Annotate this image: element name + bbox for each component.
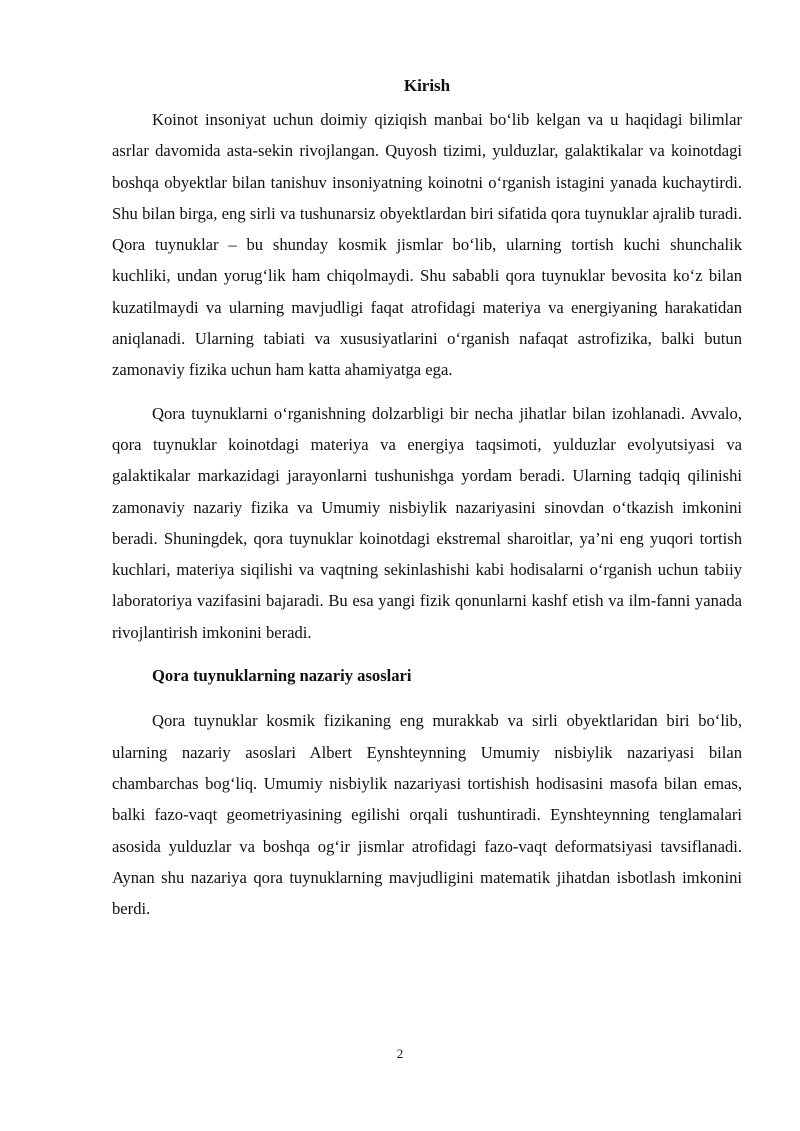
section-title: Kirish	[403, 76, 451, 95]
paragraph-intro-2: Qora tuynuklarni o‘rganishning dolzarbligi bir necha jihatlar bilan izohlanadi. Avvalo, qora tuynuklar koinotdagi materiya va energiya taqsimoti, yulduzlar evolyutsiyasi va galaktikalar markazidagi jarayonlarni tushunishga yordam beradi. Ularning tadqiq qilinishi zamonaviy nazariy fizika va Umumiy nisbiylik nazariyasini sinovdan o‘tkazish imkonini beradi. Shuningdek, qora tuynuklar koinotdagi ekstremal sharoitlar, ya’ni eng yuqori tortish kuchlari, materiya siqilishi va vaqtning sekinlashishi kabi hodisalarni o‘rganish uchun tabiiy laboratoriya vazifasini bajaradi. Bu esa yangi fizik qonunlarni kashf etish va ilm-fanni yanada rivojlantirish imkonini beradi.	[112, 403, 742, 642]
subsection-heading: Qora tuynuklarning nazariy asoslari	[152, 666, 412, 686]
page-number: 2	[396, 1046, 404, 1061]
paragraph-intro-1: Koinot insoniyat uchun doimiy qiziqish manbai bo‘lib kelgan va u haqidagi bilimlar asrlar davomida asta-sekin rivojlangan. Quyosh tizimi, yulduzlar, galaktikalar va koinotdagi boshqa obyektlar bilan tanishuv insoniyatning koinotni o‘rganish istagini yanada kuchaytirdi. Shu bilan birga, eng sirli va tushunarsiz obyektlardan biri sifatida qora tuynuklar ajralib turadi. Qora tuynuklar – bu shunday kosmik jismlar bo‘lib, ularning tortish kuchi shunchalik kuchliki, undan yorug‘lik ham chiqolmaydi. Shu sababli qora tuynuklar bevosita ko‘z bilan kuzatilmaydi va ularning mavjudligi faqat atrofidagi materiya va energiyaning harakatidan aniqlanadi. Ularning tabiati va xususiyatlarini o‘rganish nafaqat astrofizika, balki butun zamonaviy fizika uchun ham katta ahamiyatga ega.	[112, 110, 742, 380]
document-page	[112, 72, 742, 936]
paragraph-theory-1: Qora tuynuklar kosmik fizikaning eng murakkab va sirli obyektlaridan biri bo‘lib, ularning nazariy asoslari Albert Eynshteynning Umumiy nisbiylik nazariyasi bilan chambarchas bog‘liq. Umumiy nisbiylik nazariyasi tortishish hodisasini masofa bilan emas, balki fazo-vaqt geometriyasining egilishi orqali tushuntiradi. Eynshteynning tenglamalari asosida yulduzlar va boshqa og‘ir jismlar atrofidagi fazo-vaqt deformatsiyasi tavsiflanadi. Aynan shu nazariya qora tuynuklarning mavjudligini matematik jihatdan isbotlash imkonini berdi.	[112, 711, 742, 919]
